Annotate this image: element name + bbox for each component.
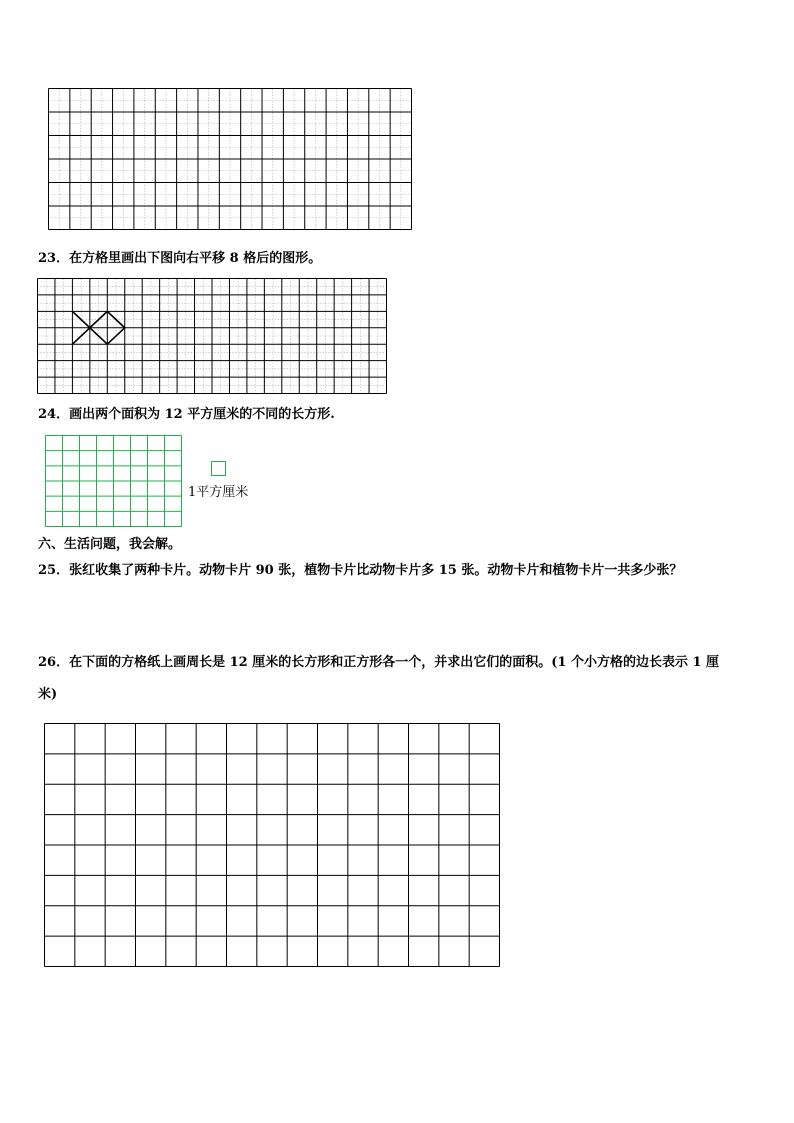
question-25: 25．张红收集了两种卡片。动物卡片 90 张，植物卡片比动物卡片多 15 张。动物卡片和植物卡片一共多少张？	[38, 563, 683, 578]
grid-23	[37, 278, 387, 394]
grid-26	[44, 723, 500, 967]
question-26-line-2: 米)	[38, 687, 58, 702]
question-26-line-1: 26．在下面的方格纸上画周长是 12 厘米的长方形和正方形各一个，并求出它们的面积。(1 个小方格的边长表示 1 厘	[38, 655, 720, 670]
grid-24	[45, 435, 182, 527]
question-23: 23．在方格里画出下图向右平移 8 格后的图形。	[38, 251, 322, 266]
unit-square-label: 1平方厘米	[188, 485, 249, 500]
grid-top	[48, 88, 412, 230]
section-6-heading: 六、生活问题，我会解。	[38, 537, 182, 552]
unit-square-icon	[211, 461, 226, 476]
question-24: 24．画出两个面积为 12 平方厘米的不同的长方形.	[38, 407, 335, 422]
